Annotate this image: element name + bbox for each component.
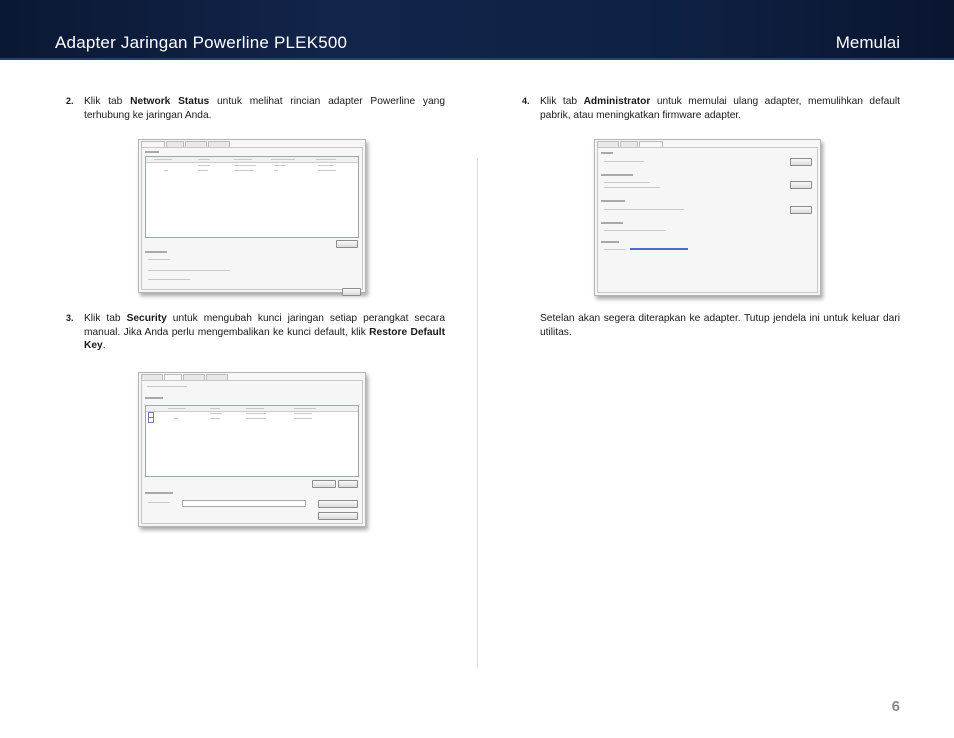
table-row — [146, 164, 358, 168]
step-number: 3. — [66, 313, 74, 323]
step-button-name: Restore Default Key — [84, 326, 446, 352]
refresh-button — [338, 480, 358, 488]
step-text: . — [102, 340, 106, 352]
administrator-screenshot — [594, 139, 821, 296]
group-label — [145, 251, 167, 253]
restart-button — [790, 158, 812, 166]
update-all-button — [312, 480, 336, 488]
group-label — [145, 397, 163, 399]
group-label — [601, 174, 633, 176]
header-rule — [0, 58, 954, 60]
page-number: 6 — [891, 698, 900, 715]
settings-button — [336, 240, 358, 248]
table-row — [146, 417, 358, 421]
device-list — [145, 156, 359, 238]
group-label — [601, 200, 625, 202]
step-tab-name: Security — [126, 313, 167, 324]
support-link — [630, 248, 688, 250]
step-4 — [522, 95, 900, 122]
step-text: untuk memulai ulang adapter, memulihkan default pabrik, atau meningkatkan firmware adapter. — [540, 96, 900, 121]
restore-button — [790, 181, 812, 189]
closing-paragraph: Setelan akan segera diterapkan ke adapter. Tutup jendela ini untuk keluar dari utilitas. — [540, 313, 900, 338]
list-header — [146, 157, 358, 163]
step-2 — [66, 95, 445, 122]
table-row — [146, 169, 358, 173]
step-number: 2. — [66, 96, 74, 106]
table-row — [146, 412, 358, 416]
upgrade-button — [790, 206, 812, 214]
exit-button — [342, 288, 361, 296]
step-text: untuk melihat rincian adapter Powerline yang terhubung ke jaringan Anda. — [84, 96, 445, 121]
step-tab-name: Administrator — [583, 96, 651, 107]
step-text: Klik tab — [84, 96, 131, 107]
group-label — [145, 492, 173, 494]
tab-panel — [597, 147, 818, 293]
step-number: 4. — [522, 96, 530, 106]
security-screenshot — [138, 372, 366, 527]
network-status-screenshot — [138, 139, 366, 293]
step-text: Klik tab — [540, 96, 584, 107]
group-label — [145, 151, 159, 153]
group-label — [601, 222, 623, 224]
page-header — [0, 0, 954, 58]
step-tab-name: Network Status — [130, 96, 210, 107]
device-list — [145, 405, 359, 477]
group-label — [601, 152, 613, 154]
network-key-field — [182, 500, 306, 507]
column-divider — [477, 158, 478, 668]
section-title: Memulai — [835, 33, 900, 52]
step-text: untuk mengubah kunci jaringan setiap perangkat secara manual. Jika Anda perlu mengembalikan ke kunci default, klik — [84, 313, 445, 338]
tab-panel — [141, 380, 363, 524]
restore-default-key-button — [318, 512, 358, 520]
group-label — [601, 241, 619, 243]
tab-panel — [141, 147, 363, 290]
document-title: Adapter Jaringan Powerline PLEK500 — [55, 33, 348, 52]
apply-changes-button — [318, 500, 358, 508]
step-text: Klik tab — [84, 313, 127, 324]
step-3 — [66, 312, 446, 353]
checkbox — [148, 417, 154, 423]
